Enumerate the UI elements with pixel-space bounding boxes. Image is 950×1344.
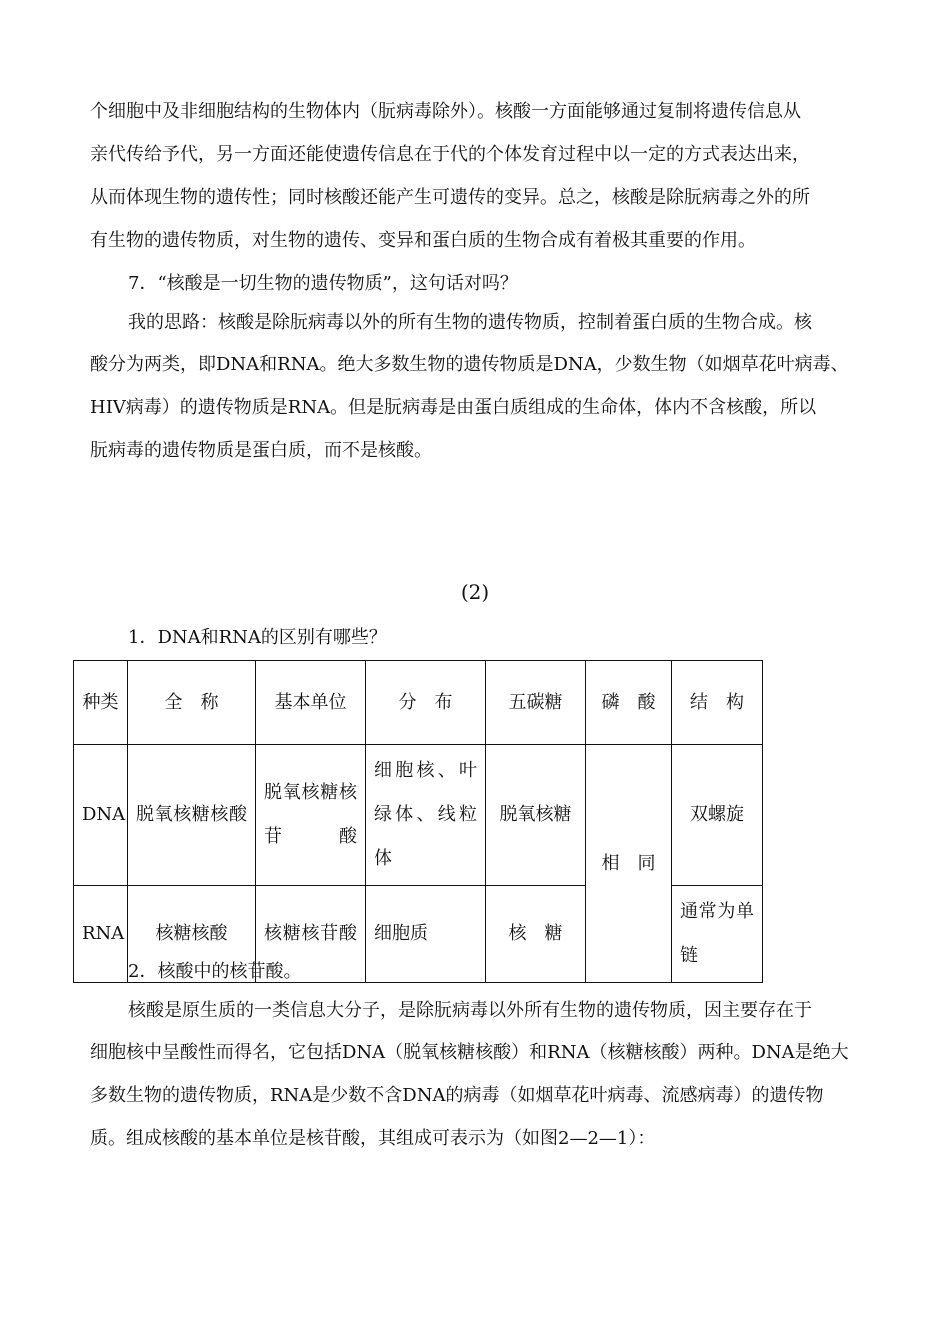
header-distribution: 分 布 (366, 661, 486, 745)
dna-rna-comparison-table (73, 660, 763, 983)
table-row-dna (74, 745, 763, 886)
rna-structure: 通常为单链 (672, 886, 763, 983)
question-2: 2．核酸中的核苷酸。 (128, 961, 302, 982)
header-structure: 结 构 (672, 661, 763, 745)
body-line-4: 质。组成核酸的基本单位是核苷酸，其组成可表示为（如图2—2—1）： (90, 1128, 656, 1149)
body-line-1: 核酸是原生质的一类信息大分子，是除朊病毒以外所有生物的遗传物质，因主要存在于 (128, 1000, 812, 1021)
rna-type: RNA (74, 886, 128, 983)
rna-unit: 核糖核苷酸 (256, 886, 366, 983)
answer-line-2: 酸分为两类，即DNA和RNA。绝大多数生物的遗传物质是DNA，少数生物（如烟草花叶病毒、 (90, 354, 849, 375)
dna-full-name: 脱氧核糖核酸 (128, 745, 256, 886)
rna-distribution: 细胞质 (366, 886, 486, 983)
dna-type: DNA (74, 745, 128, 886)
dna-sugar: 脱氧核糖 (486, 745, 586, 886)
question-1: 1．DNA和RNA的区别有哪些？ (128, 627, 387, 648)
question-7: 7．“核酸是一切生物的遗传物质”，这句话对吗？ (128, 273, 518, 294)
intro-line-1: 个细胞中及非细胞结构的生物体内（朊病毒除外）。核酸一方面能够通过复制将遗传信息从 (90, 101, 801, 122)
dna-distribution: 细胞核、叶绿体、线粒体 (366, 745, 486, 886)
phosphate-same: 相 同 (586, 745, 672, 983)
dna-unit: 脱氧核糖核苷酸 (256, 745, 366, 886)
body-line-2: 细胞核中呈酸性而得名，它包括DNA（脱氧核糖核酸）和RNA（核糖核酸）两种。DNA是绝大 (90, 1042, 849, 1063)
rna-sugar: 核 糖 (486, 886, 586, 983)
header-unit: 基本单位 (256, 661, 366, 745)
header-phosphate: 磷 酸 (586, 661, 672, 745)
section-title: (2) (460, 580, 490, 604)
header-type: 种类 (74, 661, 128, 745)
answer-line-4: 朊病毒的遗传物质是蛋白质，而不是核酸。 (90, 440, 432, 461)
header-full-name: 全 称 (128, 661, 256, 745)
table-header-row (74, 661, 763, 745)
dna-structure: 双螺旋 (672, 745, 763, 886)
intro-line-3: 从而体现生物的遗传性；同时核酸还能产生可遗传的变异。总之，核酸是除朊病毒之外的所 (90, 187, 810, 208)
answer-line-1: 我的思路：核酸是除朊病毒以外的所有生物的遗传物质，控制着蛋白质的生物合成。核 (128, 312, 812, 333)
answer-line-3: HIV病毒）的遗传物质是RNA。但是朊病毒是由蛋白质组成的生命体，体内不含核酸，所以 (90, 397, 817, 418)
rna-full-name: 核糖核酸 (128, 886, 256, 983)
header-sugar: 五碳糖 (486, 661, 586, 745)
body-line-3: 多数生物的遗传物质，RNA是少数不含DNA的病毒（如烟草花叶病毒、流感病毒）的遗传物 (90, 1085, 824, 1106)
intro-line-2: 亲代传给予代，另一方面还能使遗传信息在于代的个体发育过程中以一定的方式表达出来， (90, 144, 810, 165)
intro-line-4: 有生物的遗传物质，对生物的遗传、变异和蛋白质的生物合成有着极其重要的作用。 (90, 230, 756, 251)
